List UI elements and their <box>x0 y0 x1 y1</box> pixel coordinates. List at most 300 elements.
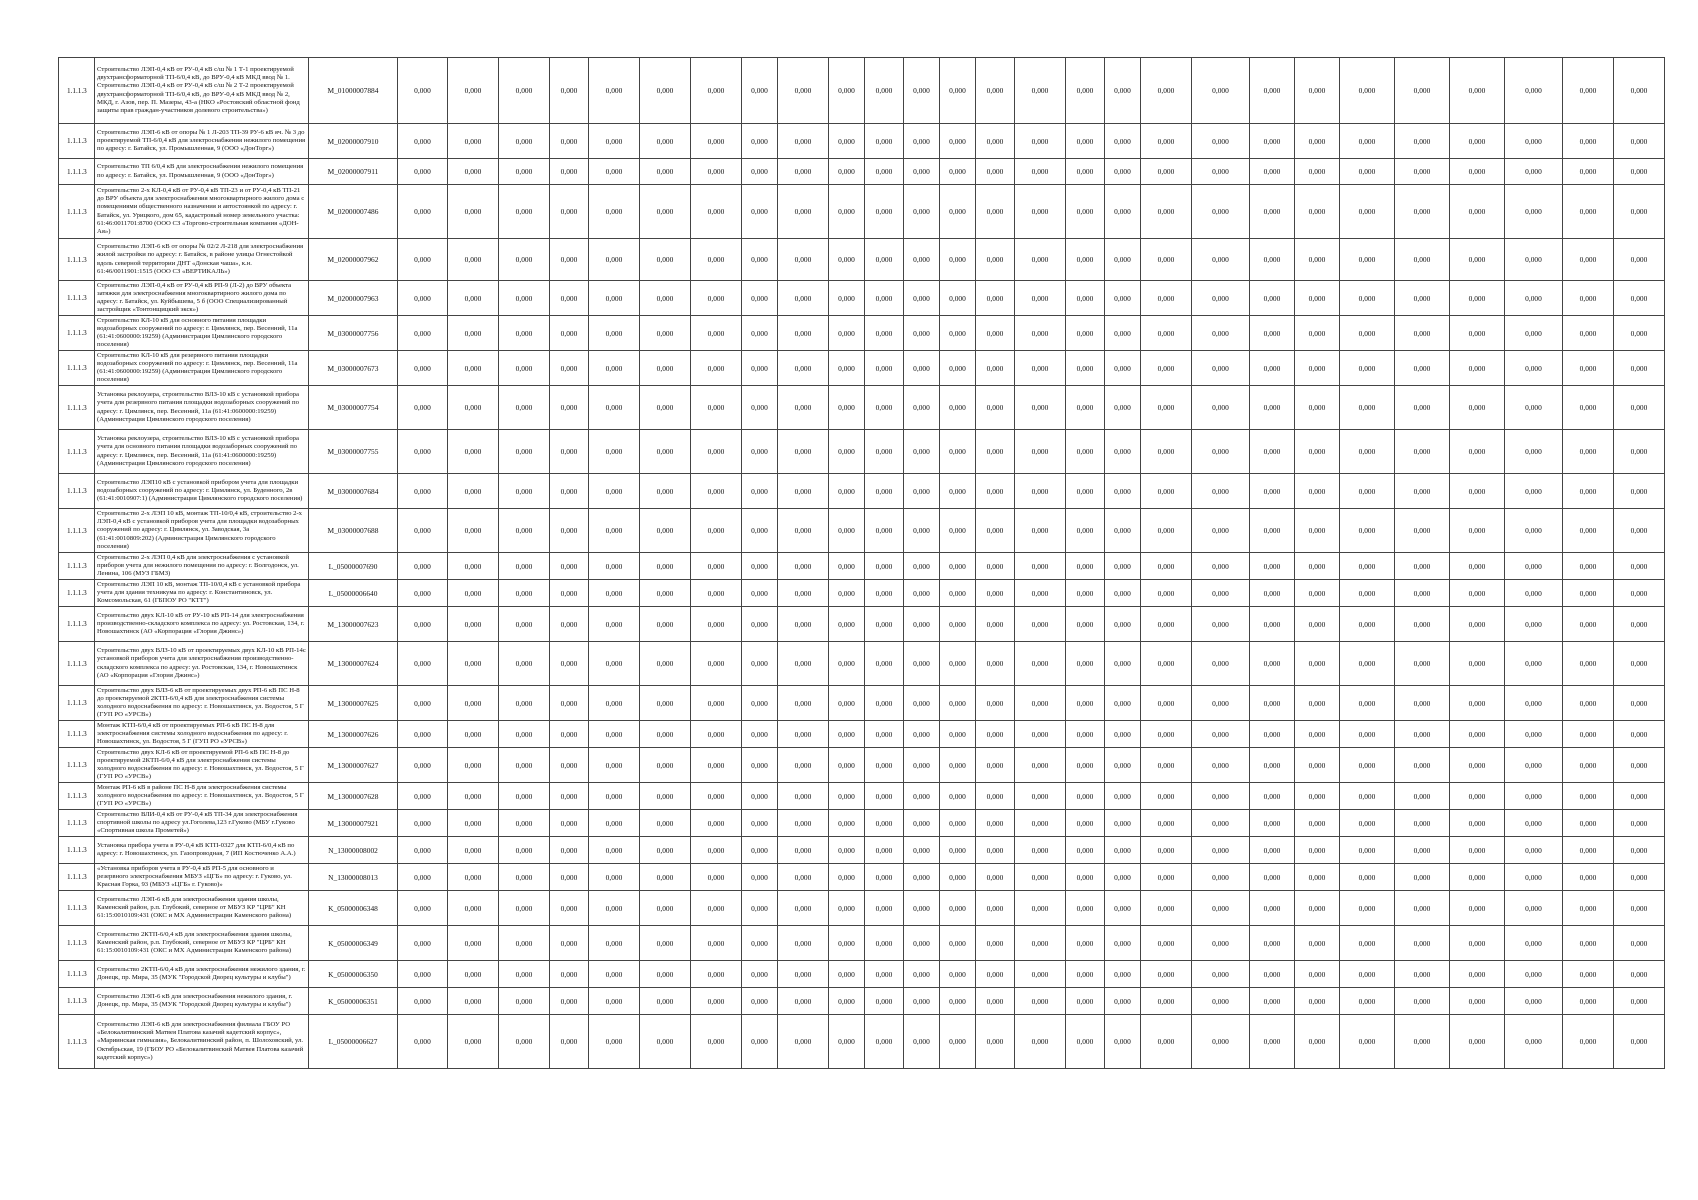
value-cell: 0,000 <box>1563 961 1614 988</box>
value-cell: 0,000 <box>499 316 550 351</box>
value-cell: 0,000 <box>1141 837 1192 864</box>
value-cell: 0,000 <box>1192 553 1250 580</box>
value-cell: 0,000 <box>589 58 640 124</box>
value-cell: 0,000 <box>499 988 550 1015</box>
value-cell: 0,000 <box>550 1015 589 1069</box>
project-code-cell: M_02000007486 <box>309 185 398 239</box>
value-cell: 0,000 <box>1015 239 1066 281</box>
value-cell: 0,000 <box>1141 642 1192 686</box>
value-cell: 0,000 <box>1614 642 1665 686</box>
value-cell: 0,000 <box>499 351 550 386</box>
value-cell: 0,000 <box>940 721 976 748</box>
value-cell: 0,000 <box>1192 686 1250 721</box>
value-cell: 0,000 <box>1395 837 1450 864</box>
value-cell: 0,000 <box>1015 316 1066 351</box>
project-code-cell: M_03000007684 <box>309 474 398 509</box>
value-cell: 0,000 <box>742 351 778 386</box>
value-cell: 0,000 <box>829 810 865 837</box>
project-code-cell: L_05000007690 <box>309 553 398 580</box>
value-cell: 0,000 <box>865 961 904 988</box>
value-cell: 0,000 <box>448 748 499 783</box>
value-cell: 0,000 <box>1395 891 1450 926</box>
value-cell: 0,000 <box>1450 124 1505 159</box>
value-cell: 0,000 <box>1066 185 1105 239</box>
value-cell: 0,000 <box>865 580 904 607</box>
value-cell: 0,000 <box>865 474 904 509</box>
value-cell: 0,000 <box>1505 926 1563 961</box>
value-cell: 0,000 <box>976 783 1015 810</box>
value-cell: 0,000 <box>865 810 904 837</box>
value-cell: 0,000 <box>1066 607 1105 642</box>
value-cell: 0,000 <box>1066 642 1105 686</box>
value-cell: 0,000 <box>1450 239 1505 281</box>
value-cell: 0,000 <box>640 351 691 386</box>
value-cell: 0,000 <box>940 124 976 159</box>
value-cell: 0,000 <box>1192 281 1250 316</box>
value-cell: 0,000 <box>829 553 865 580</box>
value-cell: 0,000 <box>589 159 640 185</box>
value-cell: 0,000 <box>1340 239 1395 281</box>
value-cell: 0,000 <box>865 239 904 281</box>
project-description-cell: Строительство ЛЭП-6 кВ для электроснабжения нежилого здания, г. Донецк, пр. Мира, 35 (МУК "Городской Дворец культуры и клубы") <box>95 988 309 1015</box>
value-cell: 0,000 <box>778 553 829 580</box>
value-cell: 0,000 <box>1395 607 1450 642</box>
value-cell: 0,000 <box>1015 185 1066 239</box>
project-description-cell: Строительство 2КТП-6/0,4 кВ для электроснабжения нежилого здания, г. Донецк, пр. Мира, 35 (МУК "Городской Дворец культуры и клубы") <box>95 961 309 988</box>
value-cell: 0,000 <box>904 642 940 686</box>
value-cell: 0,000 <box>1340 185 1395 239</box>
value-cell: 0,000 <box>589 185 640 239</box>
value-cell: 0,000 <box>976 748 1015 783</box>
value-cell: 0,000 <box>1340 961 1395 988</box>
value-cell: 0,000 <box>1340 864 1395 891</box>
value-cell: 0,000 <box>1250 748 1295 783</box>
value-cell: 0,000 <box>691 864 742 891</box>
value-cell: 0,000 <box>1015 926 1066 961</box>
value-cell: 0,000 <box>589 721 640 748</box>
value-cell: 0,000 <box>1505 316 1563 351</box>
value-cell: 0,000 <box>1505 430 1563 474</box>
value-cell: 0,000 <box>1505 58 1563 124</box>
value-cell: 0,000 <box>1250 926 1295 961</box>
value-cell: 0,000 <box>1295 58 1340 124</box>
table-row <box>59 748 1665 783</box>
value-cell: 0,000 <box>778 185 829 239</box>
value-cell: 0,000 <box>640 1015 691 1069</box>
value-cell: 0,000 <box>398 864 448 891</box>
value-cell: 0,000 <box>1141 1015 1192 1069</box>
value-cell: 0,000 <box>1192 721 1250 748</box>
value-cell: 0,000 <box>1505 185 1563 239</box>
value-cell: 0,000 <box>1505 721 1563 748</box>
value-cell: 0,000 <box>1105 185 1141 239</box>
project-code-cell: M_02000007962 <box>309 239 398 281</box>
value-cell: 0,000 <box>1450 607 1505 642</box>
value-cell: 0,000 <box>550 642 589 686</box>
value-cell: 0,000 <box>904 686 940 721</box>
value-cell: 0,000 <box>1340 509 1395 553</box>
value-cell: 0,000 <box>865 281 904 316</box>
value-cell: 0,000 <box>1505 783 1563 810</box>
value-cell: 0,000 <box>778 891 829 926</box>
value-cell: 0,000 <box>640 810 691 837</box>
value-cell: 0,000 <box>1395 316 1450 351</box>
value-cell: 0,000 <box>976 316 1015 351</box>
table-row <box>59 837 1665 864</box>
value-cell: 0,000 <box>940 553 976 580</box>
value-cell: 0,000 <box>1141 926 1192 961</box>
value-cell: 0,000 <box>1614 239 1665 281</box>
value-cell: 0,000 <box>1614 864 1665 891</box>
value-cell: 0,000 <box>589 891 640 926</box>
value-cell: 0,000 <box>640 474 691 509</box>
value-cell: 0,000 <box>640 386 691 430</box>
value-cell: 0,000 <box>1295 553 1340 580</box>
value-cell: 0,000 <box>589 686 640 721</box>
project-description-cell: Строительство ЛЭП-6 кВ для электроснабжения филиала ГБОУ РО «Белокалитвинский Матвея Платова казачий кадетский корпус», «Мариинская гимназия», Белокалитвинский район, п. Шолоховский, ул. Октябрьская, 19 (ГБОУ РО «Белокалитвинский Матвея Платова казачий кадетский корпус») <box>95 1015 309 1069</box>
value-cell: 0,000 <box>829 316 865 351</box>
value-cell: 0,000 <box>742 124 778 159</box>
value-cell: 0,000 <box>1295 474 1340 509</box>
value-cell: 0,000 <box>742 864 778 891</box>
value-cell: 0,000 <box>499 721 550 748</box>
value-cell: 0,000 <box>742 926 778 961</box>
value-cell: 0,000 <box>1105 961 1141 988</box>
value-cell: 0,000 <box>1395 686 1450 721</box>
value-cell: 0,000 <box>1066 553 1105 580</box>
table-row <box>59 474 1665 509</box>
value-cell: 0,000 <box>865 386 904 430</box>
row-number-cell: 1.1.1.3 <box>59 239 95 281</box>
value-cell: 0,000 <box>904 159 940 185</box>
value-cell: 0,000 <box>976 124 1015 159</box>
table-row <box>59 580 1665 607</box>
value-cell: 0,000 <box>829 607 865 642</box>
value-cell: 0,000 <box>1105 864 1141 891</box>
value-cell: 0,000 <box>448 580 499 607</box>
value-cell: 0,000 <box>589 124 640 159</box>
value-cell: 0,000 <box>1563 837 1614 864</box>
value-cell: 0,000 <box>865 748 904 783</box>
value-cell: 0,000 <box>1192 58 1250 124</box>
value-cell: 0,000 <box>1192 1015 1250 1069</box>
table-row <box>59 509 1665 553</box>
value-cell: 0,000 <box>691 607 742 642</box>
value-cell: 0,000 <box>448 721 499 748</box>
value-cell: 0,000 <box>904 721 940 748</box>
value-cell: 0,000 <box>1563 580 1614 607</box>
project-code-cell: M_03000007754 <box>309 386 398 430</box>
value-cell: 0,000 <box>1066 430 1105 474</box>
value-cell: 0,000 <box>904 961 940 988</box>
value-cell: 0,000 <box>778 430 829 474</box>
value-cell: 0,000 <box>1250 810 1295 837</box>
project-description-cell: Монтаж РП-6 кВ в районе ПС Н-8 для электроснабжения системы холодного водоснабжения по адресу: г. Новошахтинск, ул. Водостоя, 5 Г (ГУП РО «УРСВ») <box>95 783 309 810</box>
value-cell: 0,000 <box>829 185 865 239</box>
value-cell: 0,000 <box>865 553 904 580</box>
value-cell: 0,000 <box>1340 642 1395 686</box>
table-row <box>59 124 1665 159</box>
value-cell: 0,000 <box>499 239 550 281</box>
value-cell: 0,000 <box>1192 386 1250 430</box>
value-cell: 0,000 <box>742 642 778 686</box>
value-cell: 0,000 <box>1340 474 1395 509</box>
value-cell: 0,000 <box>865 159 904 185</box>
value-cell: 0,000 <box>778 351 829 386</box>
value-cell: 0,000 <box>1563 124 1614 159</box>
value-cell: 0,000 <box>829 124 865 159</box>
table-row <box>59 721 1665 748</box>
value-cell: 0,000 <box>1395 185 1450 239</box>
value-cell: 0,000 <box>1505 474 1563 509</box>
value-cell: 0,000 <box>829 239 865 281</box>
value-cell: 0,000 <box>865 58 904 124</box>
value-cell: 0,000 <box>691 553 742 580</box>
value-cell: 0,000 <box>448 239 499 281</box>
row-number-cell: 1.1.1.3 <box>59 509 95 553</box>
value-cell: 0,000 <box>1295 686 1340 721</box>
value-cell: 0,000 <box>829 580 865 607</box>
value-cell: 0,000 <box>1450 1015 1505 1069</box>
value-cell: 0,000 <box>398 642 448 686</box>
value-cell: 0,000 <box>829 748 865 783</box>
value-cell: 0,000 <box>1340 281 1395 316</box>
value-cell: 0,000 <box>398 553 448 580</box>
value-cell: 0,000 <box>640 124 691 159</box>
value-cell: 0,000 <box>904 58 940 124</box>
value-cell: 0,000 <box>1250 961 1295 988</box>
project-code-cell: M_13000007627 <box>309 748 398 783</box>
value-cell: 0,000 <box>589 864 640 891</box>
project-description-cell: Строительство двух ВЛЗ-6 кВ от проектируемых двух РП-6 кВ ПС Н-8 до проектируемой 2КТП-6/0,4 кВ для электроснабжения системы холодного водоснабжения по адресу: г. Новошахтинск, ул. Водостоя, 5 Г (ГУП РО «УРСВ») <box>95 686 309 721</box>
value-cell: 0,000 <box>976 642 1015 686</box>
value-cell: 0,000 <box>589 837 640 864</box>
value-cell: 0,000 <box>778 926 829 961</box>
value-cell: 0,000 <box>976 474 1015 509</box>
value-cell: 0,000 <box>550 239 589 281</box>
value-cell: 0,000 <box>1563 988 1614 1015</box>
value-cell: 0,000 <box>778 864 829 891</box>
value-cell: 0,000 <box>589 580 640 607</box>
value-cell: 0,000 <box>589 810 640 837</box>
project-description-cell: Строительство КЛ-10 кВ для резервного питания площадки водозаборных сооружений по адресу: г. Цимлянск, пер. Весенний, 11а (61:41:0600000:19259) (Администрация Цимлянского городского поселения) <box>95 351 309 386</box>
value-cell: 0,000 <box>904 926 940 961</box>
value-cell: 0,000 <box>742 783 778 810</box>
project-code-cell: M_03000007755 <box>309 430 398 474</box>
value-cell: 0,000 <box>904 124 940 159</box>
value-cell: 0,000 <box>1066 159 1105 185</box>
value-cell: 0,000 <box>1614 580 1665 607</box>
value-cell: 0,000 <box>1450 891 1505 926</box>
value-cell: 0,000 <box>691 239 742 281</box>
value-cell: 0,000 <box>1015 1015 1066 1069</box>
value-cell: 0,000 <box>1141 891 1192 926</box>
value-cell: 0,000 <box>398 430 448 474</box>
value-cell: 0,000 <box>1450 474 1505 509</box>
value-cell: 0,000 <box>1141 281 1192 316</box>
value-cell: 0,000 <box>398 926 448 961</box>
value-cell: 0,000 <box>1250 642 1295 686</box>
value-cell: 0,000 <box>550 185 589 239</box>
value-cell: 0,000 <box>1450 316 1505 351</box>
row-number-cell: 1.1.1.3 <box>59 185 95 239</box>
value-cell: 0,000 <box>640 748 691 783</box>
value-cell: 0,000 <box>1340 607 1395 642</box>
value-cell: 0,000 <box>1450 430 1505 474</box>
value-cell: 0,000 <box>589 988 640 1015</box>
value-cell: 0,000 <box>691 509 742 553</box>
value-cell: 0,000 <box>1340 1015 1395 1069</box>
value-cell: 0,000 <box>778 58 829 124</box>
value-cell: 0,000 <box>691 783 742 810</box>
value-cell: 0,000 <box>589 281 640 316</box>
value-cell: 0,000 <box>1395 580 1450 607</box>
value-cell: 0,000 <box>550 721 589 748</box>
value-cell: 0,000 <box>940 961 976 988</box>
value-cell: 0,000 <box>640 837 691 864</box>
value-cell: 0,000 <box>1192 580 1250 607</box>
value-cell: 0,000 <box>976 386 1015 430</box>
value-cell: 0,000 <box>742 1015 778 1069</box>
value-cell: 0,000 <box>1250 351 1295 386</box>
row-number-cell: 1.1.1.3 <box>59 580 95 607</box>
value-cell: 0,000 <box>865 430 904 474</box>
value-cell: 0,000 <box>1395 58 1450 124</box>
value-cell: 0,000 <box>1105 509 1141 553</box>
value-cell: 0,000 <box>1105 159 1141 185</box>
value-cell: 0,000 <box>589 783 640 810</box>
value-cell: 0,000 <box>940 185 976 239</box>
project-code-cell: K_05000006350 <box>309 961 398 988</box>
value-cell: 0,000 <box>1015 281 1066 316</box>
value-cell: 0,000 <box>742 239 778 281</box>
value-cell: 0,000 <box>1105 58 1141 124</box>
value-cell: 0,000 <box>1395 748 1450 783</box>
project-code-cell: M_03000007673 <box>309 351 398 386</box>
value-cell: 0,000 <box>1250 686 1295 721</box>
value-cell: 0,000 <box>1563 926 1614 961</box>
value-cell: 0,000 <box>448 1015 499 1069</box>
value-cell: 0,000 <box>1105 124 1141 159</box>
value-cell: 0,000 <box>1105 580 1141 607</box>
value-cell: 0,000 <box>1295 961 1340 988</box>
value-cell: 0,000 <box>398 837 448 864</box>
row-number-cell: 1.1.1.3 <box>59 607 95 642</box>
value-cell: 0,000 <box>778 642 829 686</box>
value-cell: 0,000 <box>589 239 640 281</box>
value-cell: 0,000 <box>550 580 589 607</box>
value-cell: 0,000 <box>829 58 865 124</box>
row-number-cell: 1.1.1.3 <box>59 721 95 748</box>
value-cell: 0,000 <box>1395 864 1450 891</box>
value-cell: 0,000 <box>499 185 550 239</box>
value-cell: 0,000 <box>940 474 976 509</box>
value-cell: 0,000 <box>904 509 940 553</box>
value-cell: 0,000 <box>1563 281 1614 316</box>
value-cell: 0,000 <box>1141 686 1192 721</box>
value-cell: 0,000 <box>1141 351 1192 386</box>
value-cell: 0,000 <box>499 686 550 721</box>
value-cell: 0,000 <box>398 810 448 837</box>
value-cell: 0,000 <box>499 837 550 864</box>
value-cell: 0,000 <box>865 686 904 721</box>
value-cell: 0,000 <box>1563 721 1614 748</box>
value-cell: 0,000 <box>1340 686 1395 721</box>
value-cell: 0,000 <box>1614 988 1665 1015</box>
value-cell: 0,000 <box>865 316 904 351</box>
value-cell: 0,000 <box>976 430 1015 474</box>
value-cell: 0,000 <box>1141 124 1192 159</box>
value-cell: 0,000 <box>1066 748 1105 783</box>
project-code-cell: L_05000006640 <box>309 580 398 607</box>
value-cell: 0,000 <box>691 430 742 474</box>
value-cell: 0,000 <box>742 607 778 642</box>
value-cell: 0,000 <box>691 316 742 351</box>
value-cell: 0,000 <box>1295 810 1340 837</box>
value-cell: 0,000 <box>778 124 829 159</box>
value-cell: 0,000 <box>1295 351 1340 386</box>
value-cell: 0,000 <box>1614 926 1665 961</box>
value-cell: 0,000 <box>865 509 904 553</box>
value-cell: 0,000 <box>1614 430 1665 474</box>
value-cell: 0,000 <box>398 351 448 386</box>
row-number-cell: 1.1.1.3 <box>59 748 95 783</box>
value-cell: 0,000 <box>1192 430 1250 474</box>
value-cell: 0,000 <box>778 509 829 553</box>
value-cell: 0,000 <box>499 748 550 783</box>
value-cell: 0,000 <box>940 430 976 474</box>
project-description-cell: Строительство ЛЭП 10 кВ, монтаж ТП-10/0,4 кВ с установкой прибора учета для здания техникума по адресу: г. Константиновск, ул. Комсомольская, 61 (ГБПОУ РО "КТТ") <box>95 580 309 607</box>
value-cell: 0,000 <box>550 748 589 783</box>
value-cell: 0,000 <box>778 721 829 748</box>
value-cell: 0,000 <box>1066 686 1105 721</box>
value-cell: 0,000 <box>778 783 829 810</box>
value-cell: 0,000 <box>398 386 448 430</box>
value-cell: 0,000 <box>940 580 976 607</box>
value-cell: 0,000 <box>829 864 865 891</box>
project-code-cell: K_05000006351 <box>309 988 398 1015</box>
value-cell: 0,000 <box>865 642 904 686</box>
table-row <box>59 58 1665 124</box>
value-cell: 0,000 <box>1141 721 1192 748</box>
value-cell: 0,000 <box>940 58 976 124</box>
value-cell: 0,000 <box>1250 239 1295 281</box>
value-cell: 0,000 <box>589 642 640 686</box>
value-cell: 0,000 <box>1340 124 1395 159</box>
value-cell: 0,000 <box>1340 430 1395 474</box>
project-description-cell: Строительство КЛ-10 кВ для основного питания площадки водозаборных сооружений по адресу: г. Цимлянск, пер. Весенний, 11а (61:41:0600000:19259) (Администрация Цимлянского городского поселения) <box>95 316 309 351</box>
value-cell: 0,000 <box>1015 686 1066 721</box>
value-cell: 0,000 <box>640 642 691 686</box>
value-cell: 0,000 <box>976 891 1015 926</box>
value-cell: 0,000 <box>1105 553 1141 580</box>
value-cell: 0,000 <box>1141 553 1192 580</box>
value-cell: 0,000 <box>640 509 691 553</box>
value-cell: 0,000 <box>829 721 865 748</box>
value-cell: 0,000 <box>1250 386 1295 430</box>
value-cell: 0,000 <box>1250 607 1295 642</box>
value-cell: 0,000 <box>1105 607 1141 642</box>
project-description-cell: Строительство ЛЭП-6 кВ для электроснабжения здания школы, Каменский район, р.п. Глубокий, северное от МБУЗ КР "ЦРБ" КН 61:15:0010109:431 (ОКС и МХ Администрации Каменского района) <box>95 891 309 926</box>
value-cell: 0,000 <box>940 239 976 281</box>
value-cell: 0,000 <box>398 1015 448 1069</box>
value-cell: 0,000 <box>778 239 829 281</box>
value-cell: 0,000 <box>1066 721 1105 748</box>
value-cell: 0,000 <box>1295 837 1340 864</box>
project-description-cell: Установка прибора учета в РУ-0,4 кВ КТП-0327 для КТП-6/0,4 кВ по адресу: г. Новошахтинск, ул. Газопроводная, 7 (ИП Костюченко А.А.) <box>95 837 309 864</box>
value-cell: 0,000 <box>1395 642 1450 686</box>
value-cell: 0,000 <box>778 810 829 837</box>
